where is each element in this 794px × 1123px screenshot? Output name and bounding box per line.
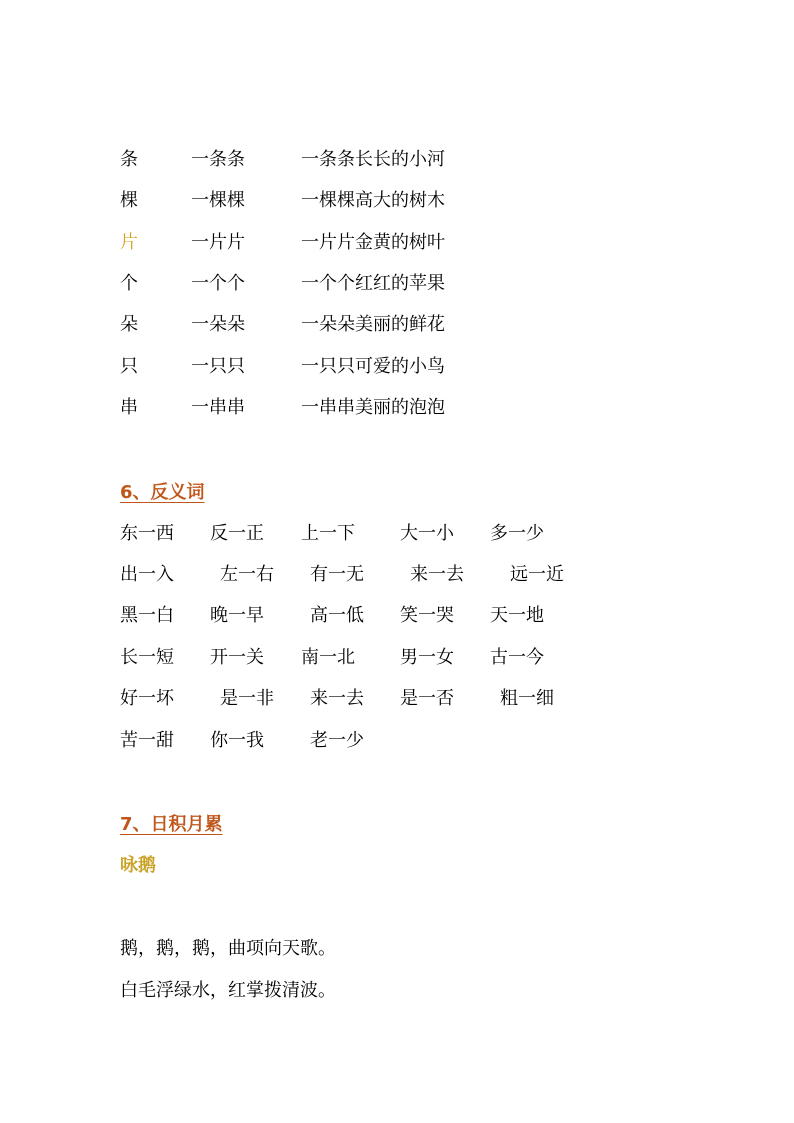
antonym-pair: 好一坏 (120, 688, 174, 709)
antonym-pair: 大一小 (400, 523, 454, 544)
measure-word-phrase: 一串串美丽的泡泡 (301, 397, 445, 418)
poem-line: 白毛浮绿水，红掌拨清波。 (120, 980, 336, 1001)
antonym-pair: 晚一早 (210, 605, 264, 626)
measure-word: 个 (120, 273, 138, 294)
antonym-pair: 上一下 (301, 523, 355, 544)
measure-word: 串 (120, 397, 138, 418)
antonym-pair: 老一少 (310, 730, 364, 751)
antonym-pair: 长一短 (120, 647, 174, 668)
antonym-pair: 出一入 (120, 564, 174, 585)
antonym-pair: 苦一甜 (120, 730, 174, 751)
measure-word-reduplicated: 一片片 (191, 232, 245, 253)
measure-word-reduplicated: 一棵棵 (191, 190, 245, 211)
antonym-pair: 是一否 (400, 688, 454, 709)
antonym-pair: 远一近 (510, 564, 564, 585)
measure-word: 棵 (120, 190, 138, 211)
measure-word-reduplicated: 一个个 (191, 273, 245, 294)
measure-word-phrase: 一朵朵美丽的鲜花 (301, 314, 445, 335)
antonym-pair: 是一非 (220, 688, 274, 709)
antonym-pair: 有一无 (310, 564, 364, 585)
measure-word-reduplicated: 一只只 (191, 356, 245, 377)
measure-word-reduplicated: 一朵朵 (191, 314, 245, 335)
antonym-pair: 粗一细 (500, 688, 554, 709)
measure-word-phrase: 一片片金黄的树叶 (301, 232, 445, 253)
antonym-pair: 高一低 (310, 605, 364, 626)
measure-word: 朵 (120, 314, 138, 335)
measure-word-highlighted: 片 (120, 232, 138, 253)
poem-title: 咏鹅 (120, 855, 156, 876)
antonym-pair: 你一我 (210, 730, 264, 751)
measure-word-phrase: 一个个红红的苹果 (301, 273, 445, 294)
antonym-pair: 天一地 (490, 605, 544, 626)
antonym-pair: 黑一白 (120, 605, 174, 626)
antonym-pair: 来一去 (310, 688, 364, 709)
antonym-pair: 多一少 (490, 523, 544, 544)
measure-word: 只 (120, 356, 138, 377)
antonym-pair: 东一西 (120, 523, 174, 544)
measure-word-phrase: 一条条长长的小河 (301, 149, 445, 170)
measure-word-phrase: 一棵棵高大的树木 (301, 190, 445, 211)
antonym-pair: 左一右 (220, 564, 274, 585)
poem-line: 鹅，鹅，鹅，曲项向天歌。 (120, 938, 336, 959)
antonym-pair: 南一北 (301, 647, 355, 668)
antonym-pair: 来一去 (410, 564, 464, 585)
antonym-pair: 古一今 (490, 647, 544, 668)
measure-word-phrase: 一只只可爱的小鸟 (301, 356, 445, 377)
accumulation-heading: 7、日积月累 (120, 814, 223, 835)
antonym-pair: 反一正 (210, 523, 264, 544)
measure-word-reduplicated: 一串串 (191, 397, 245, 418)
antonym-pair: 男一女 (400, 647, 454, 668)
measure-word-reduplicated: 一条条 (191, 149, 245, 170)
antonym-pair: 开一关 (210, 647, 264, 668)
antonym-pair: 笑一哭 (400, 605, 454, 626)
measure-word: 条 (120, 149, 138, 170)
antonyms-heading: 6、反义词 (120, 482, 205, 503)
